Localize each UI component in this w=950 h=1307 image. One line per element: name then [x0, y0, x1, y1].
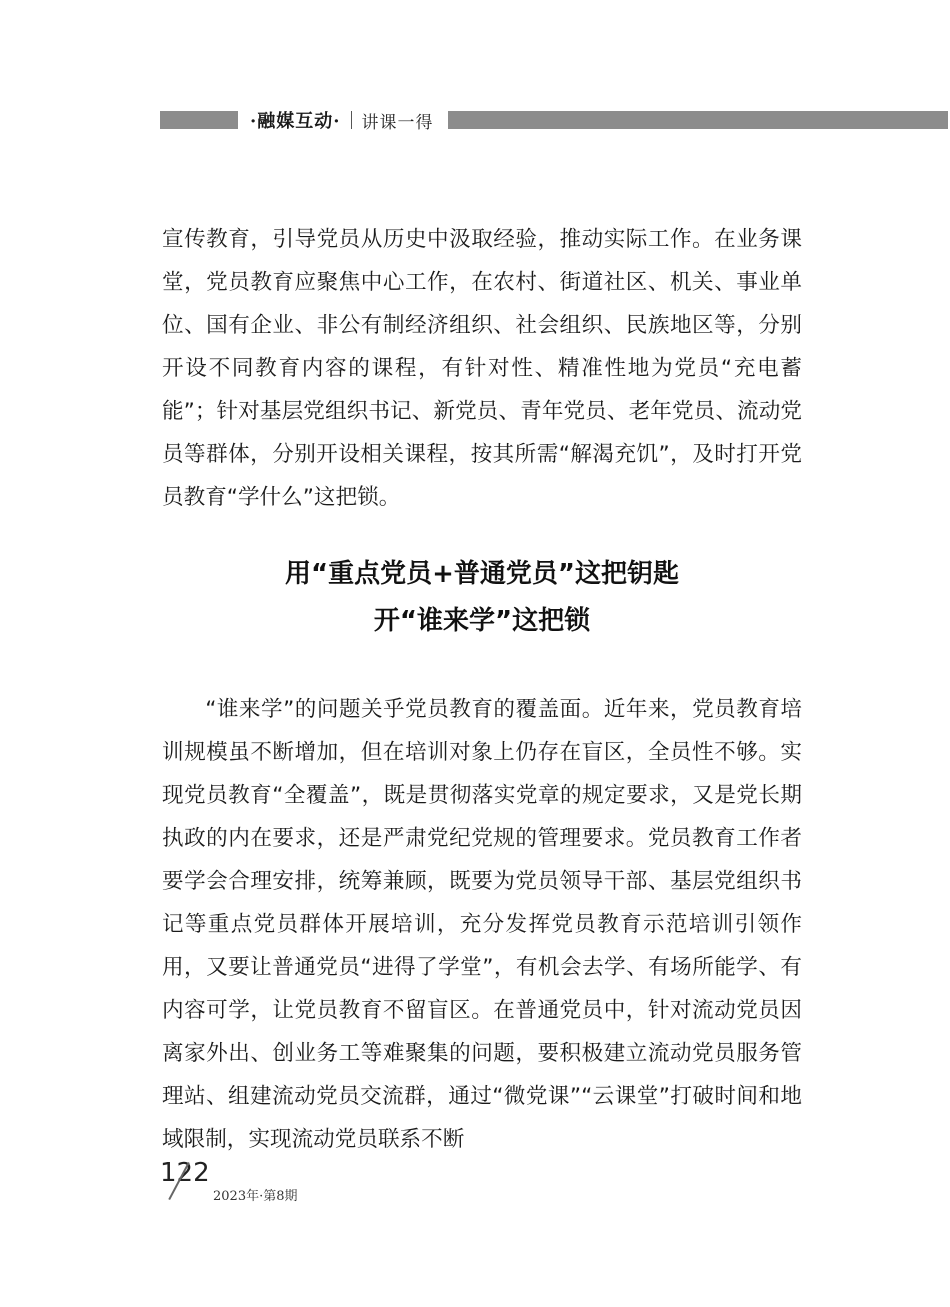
subheading-line-1: 用“重点党员+普通党员”这把钥匙 — [285, 559, 679, 589]
body-paragraph-1: 宣传教育，引导党员从历史中汲取经验，推动实际工作。在业务课堂，党员教育应聚焦中心工作，在农村、街道社区、机关、事业单位、国有企业、非公有制经济组织、社会组织、民族地区等，分别开设不同教育内容的课程，有针对性、精准性地为党员“充电蓄能”；针对基层党组织书记、新党员、青年党员、老年党员、流动党员等群体，分别开设相关课程，按其所需“解渴充饥”，及时打开党员教育“学什么”这把锁。 — [162, 227, 802, 510]
subheading-line-2: 开“谁来学”这把锁 — [373, 606, 591, 636]
issue-label: 2023年·第8期 — [213, 1189, 298, 1204]
running-header — [160, 108, 950, 132]
column-title: 讲课一得 — [361, 112, 434, 133]
section-title: ·融媒互动· — [250, 111, 341, 132]
header-bar-right — [448, 111, 950, 129]
body-paragraph-2: “谁来学”的问题关乎党员教育的覆盖面。近年来，党员教育培训规模虽不断增加，但在培训对象上仍存在盲区，全员性不够。实现党员教育“全覆盖”，既是贯彻落实党章的规定要求，又是党长期执政的内在要求，还是严肃党纪党规的管理要求。党员教育工作者要学会合理安排，统筹兼顾，既要为党员领导干部、基层党组织书记等重点党员群体开展培训，充分发挥党员教育示范培训引领作用，又要让普通党员“进得了学堂”，有机会去学、有场所能学、有内容可学，让党员教育不留盲区。在普通党员中，针对流动党员因离家外出、创业务工等难聚集的问题，要积极建立流动党员服务管理站、组建流动党员交流群，通过“微党课”“云课堂”打破时间和地域限制，实现流动党员联系不断 — [162, 697, 802, 1152]
header-bar-left — [160, 111, 238, 129]
header-divider — [351, 111, 352, 129]
page-number: 122 — [160, 1158, 210, 1188]
